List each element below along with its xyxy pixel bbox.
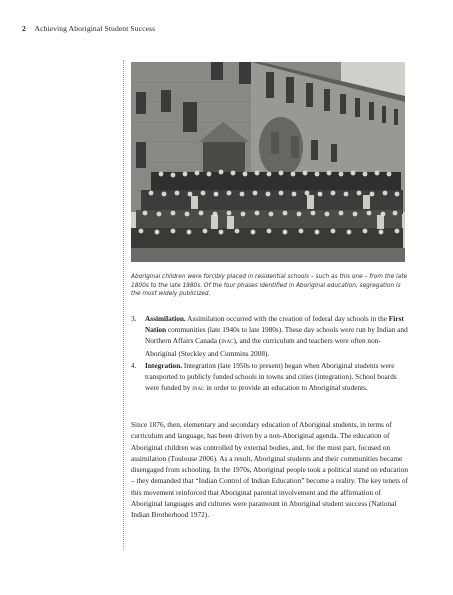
running-head <box>22 24 155 33</box>
list-text: ), and the curriculum and teachers were often non-Aboriginal (Steckley and Cummins 2008). <box>145 336 381 358</box>
margin-rule <box>123 60 124 550</box>
acronym-inac: inac <box>221 338 234 346</box>
photo-illustration <box>131 62 405 262</box>
body-paragraph <box>131 419 413 521</box>
list-text: Assimilation occurred with the creation of federal day schools in the <box>185 314 389 323</box>
list-text: in order to provide an education to Aboriginal students. <box>204 383 368 393</box>
phase-list <box>131 313 411 395</box>
list-text: Integration (late 1950s to present) began when Aboriginal students were transported to publicly funded schools in towns and cities (integration). School boards were funded by <box>145 360 397 393</box>
list-number: 3. <box>131 314 137 323</box>
term-assimilation: Assimilation. <box>145 314 186 323</box>
list-number: 4. <box>131 360 137 370</box>
list-item-assimilation <box>131 313 411 359</box>
paragraph-text: Since 1876, then, elementary and secondary education of Aboriginal students, in terms of curriculum and language, has been driven by a non-Aboriginal agenda. The education of Aboriginal children was controlled by external bodies, and, for the most part, focused on assimilation (Toulouse 2006). As a result, Aboriginal students and their communities became disengaged from schooling. In the 1970s, Aboriginal people took a political stand on education – they demanded that “Indian Control of Indian Education” become a reality. The key tenets of this movement reinforced that Aboriginal parental involvement and the affirmation of Aboriginal languages and cultures were paramount in Aboriginal student success (National Indian Brotherhood 1972). <box>131 420 409 520</box>
figure-caption: Aboriginal children were forcibly placed in residential schools – such as this one – from the late 1800s to the late 1980s. Of the four phases identified in Aboriginal education, segregation is the most widely publicized. <box>131 274 408 298</box>
term-integration: Integration. <box>145 360 183 370</box>
page-number: 2 <box>22 24 26 33</box>
acronym-inac: inac <box>192 385 205 393</box>
list-item-integration <box>131 360 411 395</box>
residential-school-photo <box>131 62 405 262</box>
running-title: Achieving Aboriginal Student Success <box>34 24 156 33</box>
list-text: communities (late 1940s to late 1980s). These day schools were run by Indian and Northern Affairs Canada ( <box>145 325 408 346</box>
term-first-nation: First Nation <box>145 314 404 335</box>
